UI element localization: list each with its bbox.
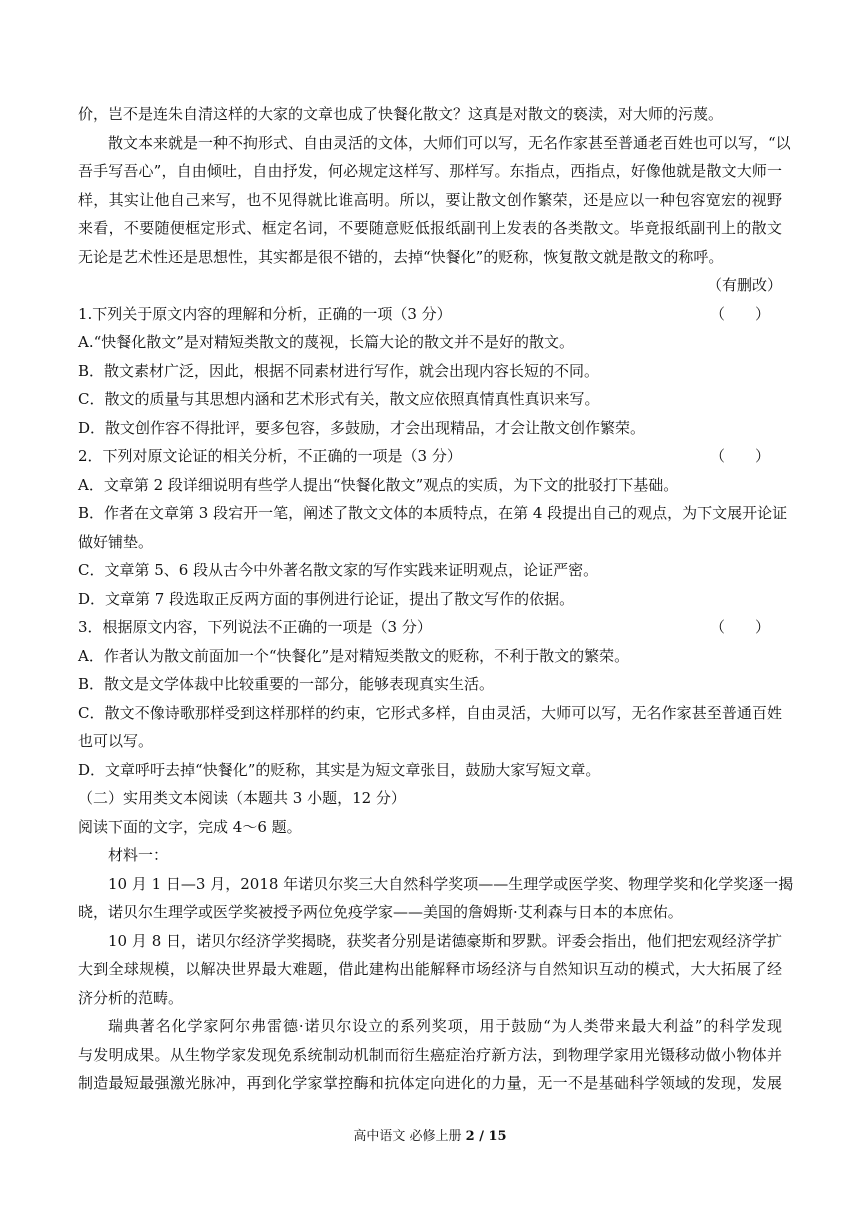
page-footer	[0, 1125, 860, 1144]
option-d: D．文章呼吁去掉“快餐化”的贬称，其实是为短文章张目，鼓励大家写短文章。	[78, 760, 601, 779]
answer-parentheses: （ ）	[709, 304, 770, 323]
option-c: C．散文的质量与其思想内涵和艺术形式有关，散文应依照真情真性真识来写。	[78, 390, 600, 408]
paragraph-line: 吾手写吾心”，自由倾吐，自由抒发，何必规定这样写、那样写。东指点，西指点，好像他就是散文大师一	[78, 162, 782, 180]
option-c: C．散文不像诗歌那样受到这样那样的约束，它形式多样，自由灵活，大师可以写，无名作家甚至普通百姓	[78, 703, 782, 722]
question-stem-text: 1.下列关于原文内容的理解和分析，正确的一项（3 分）	[78, 304, 452, 323]
option-a: A.“快餐化散文”是对精短类散文的蔑视，长篇大论的散文并不是好的散文。	[78, 333, 574, 351]
option-b: B．散文是文学体裁中比较重要的一部分，能够表现真实生活。	[78, 675, 495, 693]
question-3-stem	[78, 613, 782, 642]
footer-label: 高中语文 必修上册	[353, 1129, 466, 1144]
paragraph-line: 与发明成果。从生物学家发现免系统制动机制而衍生癌症治疗新方法，到物理学家用光镊移动做小物体并	[78, 1045, 782, 1064]
option-b: B．散文素材广泛，因此，根据不同素材进行写作，就会出现内容长短的不同。	[78, 361, 600, 380]
page-number: 2 / 15	[465, 1129, 507, 1144]
question-stem-text: 3．根据原文内容，下列说法不正确的一项是（3 分）	[78, 618, 432, 636]
paragraph-line: 制造最短最强激光脉冲，再到化学家掌控酶和抗体定向进化的力量，无一不是基础科学领域的发现，发展	[78, 1074, 782, 1092]
paragraph-line: 价，岂不是连朱自清这样的大家的文章也成了快餐化散文？这真是对散文的亵渎，对大师的污蔑。	[78, 105, 724, 123]
question-2-stem	[78, 442, 782, 471]
option-b: B．作者在文章第 3 段宕开一笔，阐述了散文文体的本质特点，在第 4 段提出自己的观点，为下文展开论证	[78, 504, 788, 522]
paragraph-line: 10 月 8 日，诺贝尔经济学奖揭晓，获奖者分别是诺德豪斯和罗默。评委会指出，他们把宏观经济学扩	[108, 931, 782, 950]
paragraph-line: 济分析的范畴。	[78, 988, 184, 1007]
answer-parentheses: （ ）	[709, 618, 770, 636]
material-label: 材料一：	[108, 846, 169, 864]
option-c-continued: 也可以写。	[78, 732, 154, 750]
answer-parentheses: （ ）	[709, 447, 770, 465]
source-note: （有删改）	[706, 276, 782, 294]
document-body	[78, 100, 794, 1098]
option-d: D．散文创作容不得批评，要多包容，多鼓励，才会出现精品，才会让散文创作繁荣。	[78, 418, 646, 437]
section-instruction: 阅读下面的文字，完成 4～6 题。	[78, 817, 302, 836]
section-heading: （二）实用类文本阅读（本题共 3 小题，12 分）	[78, 789, 406, 807]
paragraph-line: 10 月 1 日—3 月，2018 年诺贝尔奖三大自然科学奖项——生理学或医学奖、物理学奖和化学奖逐一揭	[108, 874, 794, 893]
paragraph-line: 晓，诺贝尔生理学或医学奖被授予两位免疫学家——美国的詹姆斯·艾利森与日本的本庶佑。	[78, 903, 683, 921]
option-a: A．作者认为散文前面加一个“快餐化”是对精短类散文的贬称，不利于散文的繁荣。	[78, 646, 630, 665]
paragraph-line: 瑞典著名化学家阿尔弗雷德·诺贝尔设立的系列奖项，用于鼓励“为人类带来最大利益”的科学发现	[108, 1017, 782, 1035]
option-b-continued: 做好铺垫。	[78, 532, 154, 551]
paragraph-line: 大到全球规模，以解决世界最大难题，借此建构出能解释市场经济与自然知识互动的模式，大大拓展了经	[78, 960, 782, 978]
paragraph-line: 散文本来就是一种不拘形式、自由灵活的文体，大师们可以写，无名作家甚至普通老百姓也可以写，“以	[108, 133, 791, 152]
paragraph-line: 无论是艺术性还是思想性，其实都是很不错的，去掉“快餐化”的贬称，恢复散文就是散文的称呼。	[78, 247, 724, 266]
option-d: D．文章第 7 段选取正反两方面的事例进行论证，提出了散文写作的依据。	[78, 589, 575, 608]
option-a: A．文章第 2 段详细说明有些学人提出“快餐化散文”观点的实质，为下文的批驳打下基础。	[78, 475, 679, 494]
question-stem-text: 2．下列对原文论证的相关分析，不正确的一项是（3 分）	[78, 447, 462, 465]
option-c: C．文章第 5、6 段从古今中外著名散文家的写作实践来证明观点，论证严密。	[78, 561, 599, 579]
paragraph-line: 样，其实让他自己来写，也不见得就比谁高明。所以，要让散文创作繁荣，还是应以一种包容宽宏的视野	[78, 190, 782, 209]
paragraph-line: 来看，不要随便框定形式、框定名词，不要随意贬低报纸副刊上发表的各类散文。毕竟报纸副刊上的散文	[78, 219, 782, 237]
question-1-stem	[78, 300, 782, 329]
